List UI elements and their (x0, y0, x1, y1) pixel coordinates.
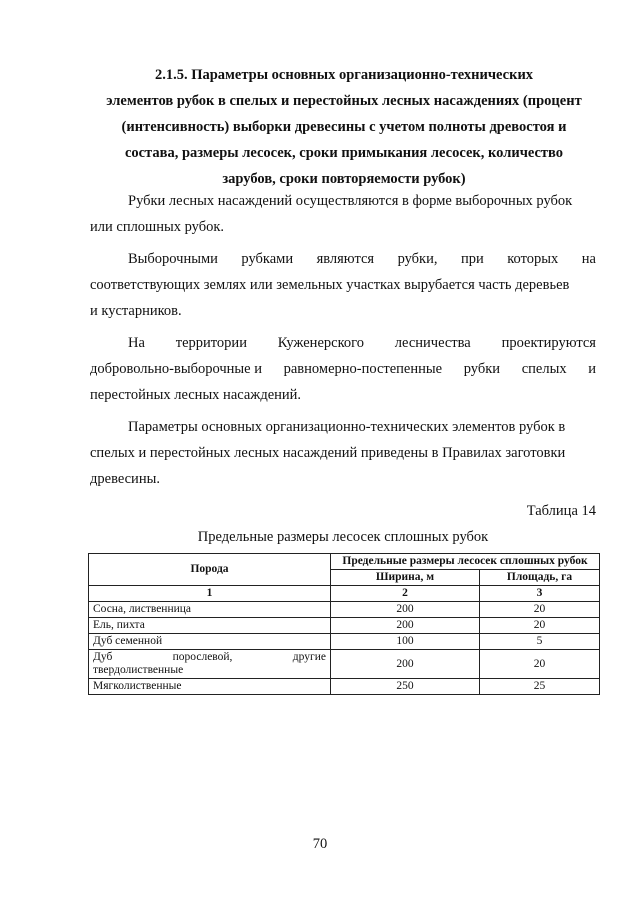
word: другие (292, 651, 326, 663)
cut-size-table (88, 553, 600, 695)
table-row (89, 650, 600, 679)
word: Выборочными (128, 251, 218, 267)
paragraph-line: Параметры основных организационно-технических элементов рубок в (128, 419, 566, 435)
table-label: Таблица 14 (526, 503, 596, 519)
paragraph-line-justified (90, 246, 596, 272)
word: проектируются (501, 335, 596, 351)
heading-line: зарубов, сроки повторяемости рубок) (222, 171, 466, 187)
word: рубки, (397, 251, 438, 267)
heading-line: (интенсивность) выборки древесины с учетом полноты древостоя и (121, 119, 567, 135)
column-number: 2 (331, 586, 480, 602)
cell-breed-line (93, 651, 326, 664)
word: рубками (241, 251, 294, 267)
word: спелых (521, 361, 567, 377)
cell-width: 200 (331, 602, 480, 618)
word: территории (175, 335, 247, 351)
heading-line: состава, размеры лесосек, сроки примыкания лесосек, количество (124, 145, 564, 161)
cell-breed: Мягколиственные (89, 679, 331, 695)
paragraph-line-justified (90, 330, 596, 356)
cell-width: 200 (331, 618, 480, 634)
paragraph-line: и кустарников. (90, 303, 182, 319)
word: Дуб (93, 651, 113, 663)
column-number: 1 (89, 586, 331, 602)
page-number: 70 (312, 836, 328, 852)
header-breed: Порода (89, 554, 331, 586)
word: равномерно-постепенные (283, 361, 443, 377)
word: на (581, 251, 596, 267)
table-row (89, 679, 600, 695)
word: На (128, 335, 145, 351)
cell-width: 250 (331, 679, 480, 695)
word: которых (507, 251, 559, 267)
table-header-row (89, 554, 600, 570)
table-row (89, 602, 600, 618)
cell-area: 20 (480, 618, 600, 634)
word: добровольно-выборочные и (90, 361, 262, 377)
cell-breed (89, 650, 331, 679)
column-number-row (89, 586, 600, 602)
paragraph-line: Рубки лесных насаждений осуществляются в форме выборочных рубок (128, 193, 573, 209)
header-area: Площадь, га (480, 570, 600, 586)
word: и (588, 361, 596, 377)
cell-width: 200 (331, 650, 480, 679)
word: порослевой, (172, 651, 233, 663)
paragraph-line: или сплошных рубок. (90, 219, 225, 235)
section-heading (84, 62, 604, 192)
header-width: Ширина, м (331, 570, 480, 586)
heading-line: элементов рубок в спелых и перестойных лесных насаждениях (процент (106, 93, 582, 109)
cell-width: 100 (331, 634, 480, 650)
table-row (89, 634, 600, 650)
column-number: 3 (480, 586, 600, 602)
paragraph-line: перестойных лесных насаждений. (90, 387, 302, 403)
cell-area: 25 (480, 679, 600, 695)
word: являются (316, 251, 375, 267)
cell-area: 20 (480, 602, 600, 618)
header-group: Предельные размеры лесосек сплошных рубок (331, 554, 600, 570)
cell-breed: Сосна, лиственница (89, 602, 331, 618)
table-row (89, 618, 600, 634)
paragraph-line: соответствующих землях или земельных участках вырубается часть деревьев (90, 277, 570, 293)
cell-breed: Ель, пихта (89, 618, 331, 634)
cell-breed-line: твердолиственные (93, 664, 184, 676)
paragraph-line: древесины. (90, 471, 160, 487)
cell-breed: Дуб семенной (89, 634, 331, 650)
word: Куженерского (277, 335, 364, 351)
word: лесничества (394, 335, 471, 351)
heading-line: 2.1.5. Параметры основных организационно-технических (154, 67, 534, 83)
cell-area: 20 (480, 650, 600, 679)
paragraph-line-justified (90, 356, 596, 382)
cell-area: 5 (480, 634, 600, 650)
body-text (90, 188, 596, 492)
word: рубки (463, 361, 501, 377)
word: при (460, 251, 484, 267)
paragraph-line: спелых и перестойных лесных насаждений приведены в Правилах заготовки (90, 445, 566, 461)
table-title: Предельные размеры лесосек сплошных рубок (197, 529, 489, 545)
